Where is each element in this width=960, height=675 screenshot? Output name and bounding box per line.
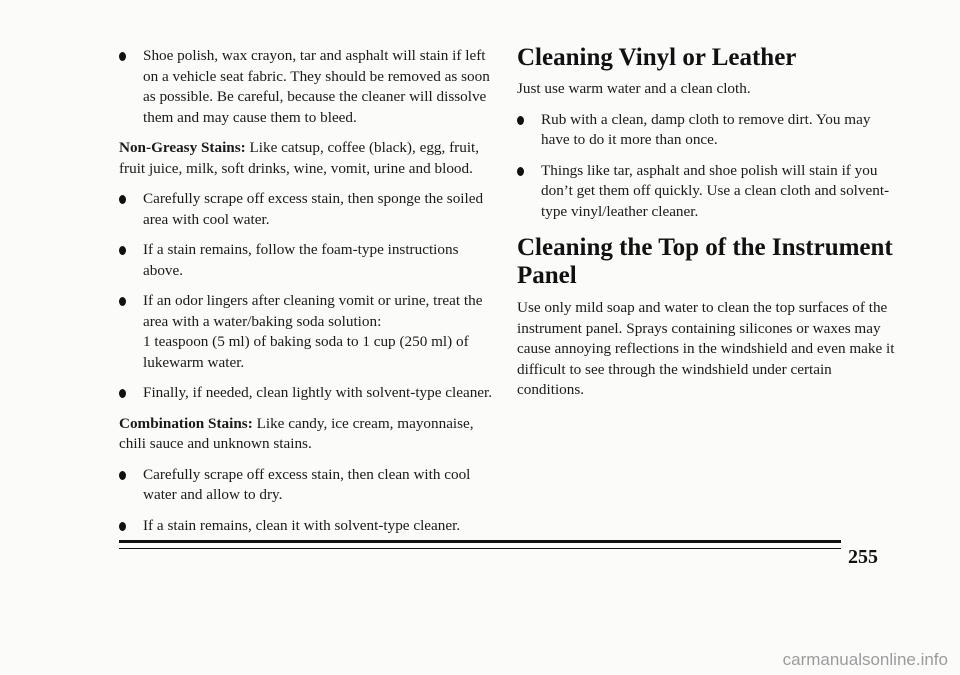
bullet-item [119,383,497,404]
bullet-item [119,46,497,128]
section-heading-instrument-panel: Cleaning the Top of the Instrument Panel [517,234,893,289]
non-greasy-stains-text: Like catsup, coffee (black), egg, fruit, fruit juice, milk, soft drinks, wine, vomit, urine and blood. [119,139,480,177]
bullet-dot-icon [119,52,126,61]
bullet-text: Finally, if needed, clean lightly with solvent-type cleaner. [143,384,493,401]
footer-rule-thin [119,548,841,549]
page-number: 255 [848,546,878,568]
bullet-text: Things like tar, asphalt and shoe polish will stain if you don’t get them off quickly. Use a clean cloth and solvent-type vinyl/leather cleaner. [541,161,890,220]
watermark: carmanualsonline.info [782,650,948,669]
bullet-dot-icon [119,297,126,306]
combination-stains-paragraph [119,414,497,455]
bullet-item [517,161,897,223]
combination-stains-label: Combination Stains: [119,414,253,432]
bullet-item [119,291,497,373]
bullet-text: If a stain remains, clean it with solvent-type cleaner. [143,516,461,534]
bullet-text: If an odor lingers after cleaning vomit or urine, treat the area with a water/baking soda solution: [143,292,483,330]
non-greasy-stains-paragraph [119,138,497,179]
bullet-dot-icon [517,167,524,176]
bullet-item [119,516,497,537]
bullet-text: Rub with a clean, damp cloth to remove dirt. You may have to do it more than once. [541,110,871,148]
bullet-dot-icon [119,195,126,204]
bullet-text: If a stain remains, follow the foam-type instructions above. [143,241,459,279]
section-heading-vinyl-leather: Cleaning Vinyl or Leather [517,44,797,71]
bullet-dot-icon [517,116,524,125]
bullet-item [119,465,497,506]
bullet-item [517,110,897,151]
non-greasy-stains-label: Non-Greasy Stains: [119,139,246,156]
bullet-dot-icon [119,471,126,480]
right-column [517,44,897,411]
bullet-item [119,240,497,281]
bullet-dot-icon [119,246,126,255]
left-column [119,44,497,546]
vinyl-intro: Just use warm water and a clean cloth. [517,80,751,97]
bullet-text: Carefully scrape off excess stain, then sponge the soiled area with cool water. [143,190,484,228]
combination-stains-text: Like candy, ice cream, mayonnaise, chili sauce and unknown stains. [119,414,474,452]
bullet-item [119,189,497,230]
bullet-dot-icon [119,389,126,398]
bullet-text: Shoe polish, wax crayon, tar and asphalt will stain if left on a vehicle seat fabric. They should be removed as soon as possible. Be careful, because the cleaner will dissolve them and may cause them to bleed. [143,47,490,126]
bullet-text: Carefully scrape off excess stain, then clean with cool water and allow to dry. [143,465,471,503]
instrument-panel-text: Use only mild soap and water to clean the top surfaces of the instrument panel. Sprays containing silicones or waxes may cause annoying reflections in the windshield and even make it difficult to see through the windshield under certain conditions. [517,299,895,398]
bullet-dot-icon [119,522,126,531]
footer-rule-thick [119,540,841,543]
measure-line: 1 teaspoon (5 ml) of baking soda to 1 cup (250 ml) of lukewarm water. [143,333,469,371]
